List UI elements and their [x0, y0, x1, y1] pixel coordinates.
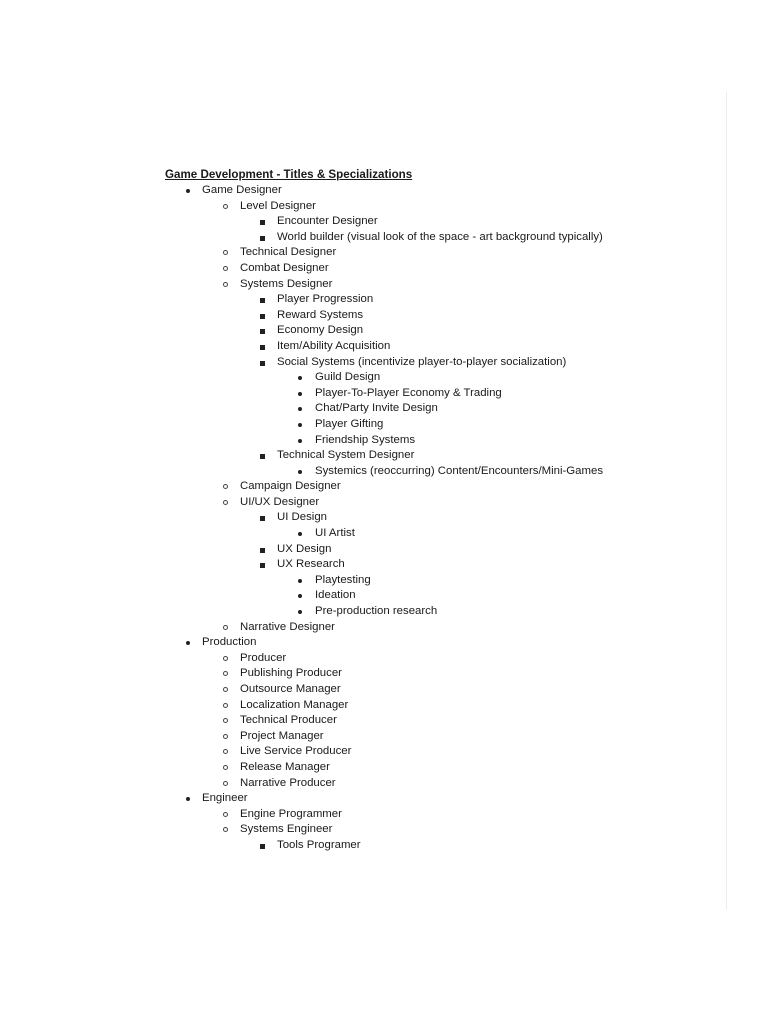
list-item-text: Narrative Designer — [240, 620, 335, 633]
list-item-text: Pre-production research — [315, 605, 438, 618]
circle-bullet-icon — [223, 812, 228, 817]
list-item — [165, 339, 603, 355]
list-item-text: Player Progression — [277, 293, 374, 306]
disc-bullet-icon — [298, 532, 302, 536]
list-item-text: Encounter Designer — [277, 215, 378, 228]
list-item-text: Systemics (reoccurring) Content/Encounters/Mini-Games — [315, 464, 604, 477]
list-item — [165, 277, 603, 293]
disc-bullet-icon — [298, 610, 302, 614]
list-item-text: Ideation — [315, 589, 356, 602]
list-item — [165, 807, 603, 823]
list-item — [165, 183, 603, 199]
square-bullet-icon — [260, 345, 265, 350]
document — [165, 167, 603, 854]
list-item — [165, 791, 603, 807]
list-item — [165, 510, 603, 526]
list-item — [165, 698, 603, 714]
list-item — [165, 214, 603, 230]
circle-bullet-icon — [223, 484, 228, 489]
list-item-text: Tools Programer — [277, 838, 361, 851]
disc-bullet-icon — [298, 392, 302, 396]
square-bullet-icon — [260, 548, 265, 553]
list-item — [165, 448, 603, 464]
list-item — [165, 838, 603, 854]
disc-bullet-icon — [298, 470, 302, 474]
list-item — [165, 370, 603, 386]
list-item — [165, 464, 603, 480]
list-item — [165, 682, 603, 698]
list-item-text: Technical System Designer — [277, 449, 415, 462]
list-item-text: UX Design — [277, 542, 332, 555]
square-bullet-icon — [260, 220, 265, 225]
list-item — [165, 245, 603, 261]
circle-bullet-icon — [223, 625, 228, 630]
list-item-text: Release Manager — [240, 760, 330, 773]
list-item-text: Outsource Manager — [240, 683, 341, 695]
list-item — [165, 199, 603, 215]
circle-bullet-icon — [223, 734, 228, 739]
disc-bullet-icon — [298, 376, 302, 380]
disc-bullet-icon — [298, 407, 302, 411]
list-item-text: World builder (visual look of the space - art background typically) — [277, 230, 603, 243]
list-item-text: Economy Design — [277, 324, 364, 337]
outline-list — [165, 183, 603, 854]
list-item — [165, 729, 603, 745]
list-item-text: Level Designer — [240, 199, 316, 212]
square-bullet-icon — [260, 236, 265, 241]
list-item-text: Chat/Party Invite Design — [315, 402, 438, 415]
list-item-text: Localization Manager — [240, 698, 349, 711]
disc-bullet-icon — [186, 641, 190, 645]
list-item-text: Combat Designer — [240, 261, 329, 274]
list-item — [165, 744, 603, 760]
square-bullet-icon — [260, 298, 265, 303]
list-item-text: Friendship Systems — [315, 433, 416, 446]
list-item-text: Engine Programmer — [240, 807, 342, 820]
list-item — [165, 230, 603, 246]
list-item — [165, 542, 603, 558]
disc-bullet-icon — [186, 189, 190, 193]
circle-bullet-icon — [223, 703, 228, 708]
list-item-text: Production — [202, 636, 257, 649]
circle-bullet-icon — [223, 687, 228, 692]
circle-bullet-icon — [223, 749, 228, 754]
circle-bullet-icon — [223, 266, 228, 271]
list-item-text: Social Systems (incentivize player-to-player socialization) — [277, 355, 567, 368]
circle-bullet-icon — [223, 827, 228, 832]
list-item — [165, 495, 603, 511]
page-edge — [726, 92, 727, 910]
list-item — [165, 635, 603, 651]
circle-bullet-icon — [223, 204, 228, 209]
disc-bullet-icon — [298, 579, 302, 583]
list-item-text: Player-To-Player Economy & Trading — [315, 386, 502, 399]
circle-bullet-icon — [223, 656, 228, 661]
list-item — [165, 573, 603, 589]
list-item-text: Technical Producer — [240, 714, 337, 727]
disc-bullet-icon — [298, 423, 302, 427]
square-bullet-icon — [260, 361, 265, 366]
list-item — [165, 526, 603, 542]
list-item — [165, 604, 603, 620]
list-item — [165, 308, 603, 324]
circle-bullet-icon — [223, 781, 228, 786]
list-item — [165, 386, 603, 402]
list-item-text: UI Design — [277, 511, 328, 524]
list-item — [165, 479, 603, 495]
list-item-text: Player Gifting — [315, 417, 384, 430]
list-item — [165, 713, 603, 729]
list-item — [165, 588, 603, 604]
list-item — [165, 355, 603, 371]
list-item — [165, 776, 603, 792]
list-item — [165, 433, 603, 449]
list-item-text: UI/UX Designer — [240, 495, 320, 508]
list-item-text: Narrative Producer — [240, 776, 336, 789]
list-item-text: UX Research — [277, 558, 345, 571]
list-item-text: Producer — [240, 651, 287, 664]
square-bullet-icon — [260, 314, 265, 319]
list-item-text: Project Manager — [240, 729, 324, 742]
circle-bullet-icon — [223, 282, 228, 287]
circle-bullet-icon — [223, 250, 228, 255]
square-bullet-icon — [260, 454, 265, 459]
list-item-text: Playtesting — [315, 573, 371, 586]
list-item — [165, 401, 603, 417]
square-bullet-icon — [260, 329, 265, 334]
list-item — [165, 417, 603, 433]
list-item-text: UI Artist — [315, 527, 355, 540]
square-bullet-icon — [260, 844, 265, 849]
disc-bullet-icon — [186, 797, 190, 801]
list-item-text: Publishing Producer — [240, 667, 342, 680]
disc-bullet-icon — [298, 439, 302, 443]
list-item — [165, 261, 603, 277]
square-bullet-icon — [260, 563, 265, 568]
circle-bullet-icon — [223, 500, 228, 505]
list-item — [165, 557, 603, 573]
circle-bullet-icon — [223, 718, 228, 723]
list-item — [165, 651, 603, 667]
circle-bullet-icon — [223, 765, 228, 770]
list-item-text: Reward Systems — [277, 308, 364, 321]
list-item-text: Game Designer — [202, 184, 282, 196]
list-item — [165, 760, 603, 776]
list-item-text: Guild Design — [315, 371, 381, 384]
list-item-text: Live Service Producer — [240, 745, 352, 758]
square-bullet-icon — [260, 516, 265, 521]
disc-bullet-icon — [298, 594, 302, 598]
document-title: Game Development - Titles & Specializations — [165, 168, 413, 181]
list-item — [165, 822, 603, 838]
list-item-text: Campaign Designer — [240, 480, 341, 493]
circle-bullet-icon — [223, 671, 228, 676]
list-item-text: Engineer — [202, 792, 248, 805]
list-item — [165, 292, 603, 308]
list-item-text: Systems Engineer — [240, 823, 333, 836]
list-item — [165, 666, 603, 682]
list-item — [165, 620, 603, 636]
list-item-text: Technical Designer — [240, 246, 337, 259]
list-item-text: Systems Designer — [240, 277, 333, 290]
list-item-text: Item/Ability Acquisition — [277, 339, 391, 352]
list-item — [165, 323, 603, 339]
